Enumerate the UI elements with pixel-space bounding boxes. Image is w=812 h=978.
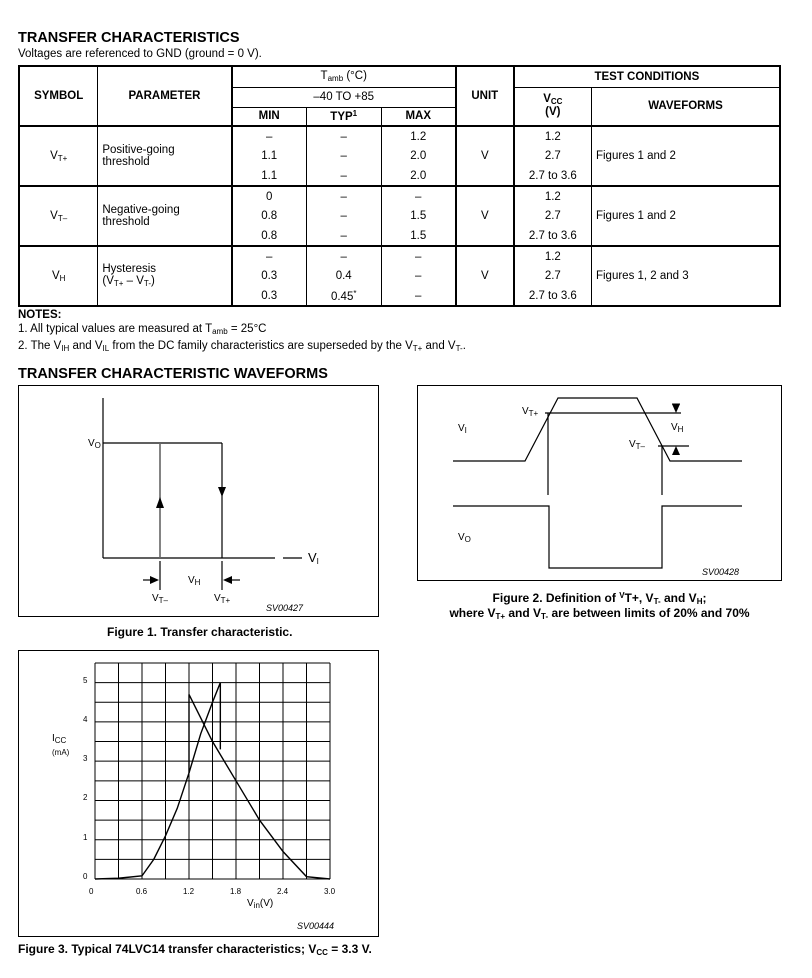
- typ-cell: –: [306, 166, 381, 186]
- max-cell: 1.5: [381, 206, 456, 226]
- header-min: MIN: [232, 107, 307, 126]
- max-cell: –: [381, 286, 456, 306]
- min-cell: –: [232, 246, 307, 266]
- symbol-sub: H: [59, 273, 66, 283]
- parameter-line: Negative-going: [102, 204, 180, 216]
- vcc-cell: 2.7: [514, 146, 592, 166]
- note-text: and V: [422, 340, 456, 352]
- header-symbol: SYMBOL: [19, 66, 98, 126]
- vcc-cell: 2.7 to 3.6: [514, 226, 592, 246]
- vcc-cell: 2.7 to 3.6: [514, 166, 592, 186]
- unit-cell: V: [456, 246, 514, 306]
- typ-cell: –: [306, 206, 381, 226]
- note-text: and V: [69, 340, 103, 352]
- vcc-cell: 2.7: [514, 206, 592, 226]
- note-sub: amb: [212, 327, 228, 336]
- figure-2-caption-line2: where $V_{T+}$ and $V_{T-}$ are between limits of 20% and 70%: [449, 606, 750, 621]
- parameter-sub: T+: [113, 278, 124, 288]
- y-tick-label: 2: [83, 793, 88, 803]
- min-cell: 0.8: [232, 206, 307, 226]
- typ-cell: –: [306, 246, 381, 266]
- parameter-sub: T-: [143, 278, 151, 288]
- max-cell: –: [381, 246, 456, 266]
- parameter-part: – V: [123, 274, 144, 287]
- tamb-sub: amb: [327, 74, 344, 84]
- note-text: from the DC family characteristics are superseded by the V: [109, 340, 413, 352]
- vcc-sub: CC: [550, 97, 563, 107]
- fig2-vtm-label: $V_{T-}$: [629, 439, 646, 451]
- typ-value: 0.45: [330, 290, 354, 303]
- typ-label: TYP: [330, 111, 353, 124]
- max-cell: 2.0: [381, 146, 456, 166]
- max-cell: –: [381, 186, 456, 206]
- min-cell: 0.8: [232, 226, 307, 246]
- chart-ylabel: $I_{CC}$ (mA): [52, 733, 70, 757]
- symbol: V: [50, 149, 58, 162]
- fig1-vtp-label: $V_{T+}$: [214, 593, 231, 605]
- fig1-vh-label: $V_H$: [188, 575, 201, 587]
- y-tick-label: 3: [83, 754, 88, 764]
- max-cell: –: [381, 266, 456, 286]
- section-title-transfer-characteristics: TRANSFER CHARACTERISTICS: [18, 30, 240, 46]
- fig2-code: SV00428: [702, 567, 740, 577]
- figure-3-caption: Figure 3. Typical 74LVC14 transfer characteristics; $V_{CC} = 3.3$ V.: [18, 942, 372, 957]
- fig2-vh-label: $V_H$: [671, 422, 684, 434]
- vcc-unit: (V): [545, 106, 561, 119]
- waveforms-cell: Figures 1 and 2: [591, 186, 780, 246]
- parameter-line: Hysteresis: [102, 262, 157, 275]
- typ-footnote: *: [353, 288, 357, 298]
- x-tick-label: 2.4: [277, 887, 289, 896]
- typ-footnote: 1: [352, 109, 358, 119]
- min-cell: 0: [232, 186, 307, 206]
- typ-cell: –: [306, 226, 381, 246]
- header-range: –40 TO +85: [232, 87, 456, 107]
- fig1-vi-label: $V_I$: [308, 550, 319, 566]
- y-tick-label: 1: [83, 832, 88, 842]
- fig1-vtm-label: $V_{T-}$: [152, 593, 169, 605]
- max-cell: 1.5: [381, 226, 456, 246]
- min-cell: 1.1: [232, 166, 307, 186]
- note-text: .: [462, 340, 466, 352]
- note-sub: T-: [455, 344, 463, 353]
- fig3-code: SV00444: [297, 921, 335, 931]
- min-cell: –: [232, 126, 307, 146]
- chart-xlabel: $V_{in}(V)$: [247, 898, 274, 910]
- header-waveforms: WAVEFORMS: [591, 87, 780, 126]
- header-unit: UNIT: [456, 66, 514, 126]
- fig2-vo-label: $V_O$: [458, 532, 471, 544]
- figure-2-caption-line1: Figure 2. Definition of $^V$T+, $V_{T-}$ and $V_H$;: [492, 591, 707, 606]
- symbol: V: [51, 269, 60, 282]
- x-tick-label: 1.8: [230, 887, 242, 896]
- min-cell: 1.1: [232, 146, 307, 166]
- waveforms-cell: Figures 1, 2 and 3: [591, 246, 780, 306]
- max-cell: 2.0: [381, 166, 456, 186]
- vcc-cell: 2.7 to 3.6: [514, 286, 592, 306]
- vcc-cell: 1.2: [514, 186, 592, 206]
- note-sub: IL: [102, 344, 110, 353]
- waveforms-cell: Figures 1 and 2: [591, 126, 780, 186]
- parameter-part: ): [151, 274, 155, 287]
- typ-cell: –: [306, 146, 381, 166]
- symbol-sub: T–: [57, 213, 68, 223]
- y-tick-label: 5: [83, 675, 88, 685]
- note-text: 1. All typical values are measured at T: [18, 323, 213, 335]
- note-sub: T+: [412, 344, 423, 353]
- x-tick-label: 1.2: [183, 887, 195, 896]
- typ-cell: 0.4: [306, 266, 381, 286]
- tamb-label: T: [320, 70, 328, 83]
- header-test-conditions: TEST CONDITIONS: [514, 66, 780, 87]
- typ-cell: –: [306, 186, 381, 206]
- note-sub: IH: [61, 344, 70, 353]
- fig1-vo-label: $V_O$: [88, 438, 101, 450]
- min-cell: 0.3: [232, 266, 307, 286]
- x-tick-label: 3.0: [324, 887, 336, 896]
- header-parameter: PARAMETER: [98, 66, 232, 126]
- notes-title: NOTES:: [18, 309, 62, 321]
- figure-1-caption: Figure 1. Transfer characteristic.: [107, 625, 293, 639]
- fig1-code: SV00427: [266, 603, 304, 613]
- vcc-cell: 1.2: [514, 246, 592, 266]
- parameter-line: Positive-going: [102, 144, 175, 156]
- section-title-waveforms: TRANSFER CHARACTERISTIC WAVEFORMS: [18, 366, 328, 382]
- x-tick-label: 0: [89, 887, 94, 896]
- section-subtitle: Voltages are referenced to GND (ground = 0 V).: [18, 48, 262, 60]
- fig2-vtp-label: $V_{T+}$: [522, 406, 539, 418]
- unit-cell: V: [456, 126, 514, 186]
- unit-cell: V: [456, 186, 514, 246]
- y-tick-label: 4: [83, 714, 88, 724]
- header-max: MAX: [381, 107, 456, 126]
- vcc-cell: 2.7: [514, 266, 592, 286]
- note-text: 2. The V: [18, 340, 62, 352]
- note-text: = 25°C: [227, 323, 267, 335]
- symbol: V: [50, 209, 58, 222]
- min-cell: 0.3: [232, 286, 307, 306]
- parameter-part: (V: [102, 274, 114, 287]
- parameter-line: threshold: [102, 216, 150, 228]
- typ-cell: –: [306, 126, 381, 146]
- x-tick-label: 0.6: [136, 887, 148, 896]
- vcc-label: V: [543, 93, 551, 106]
- max-cell: 1.2: [381, 126, 456, 146]
- y-tick-label: 0: [83, 872, 88, 881]
- vcc-cell: 1.2: [514, 126, 592, 146]
- tamb-unit: (°C): [343, 70, 367, 83]
- parameter-line: threshold: [102, 156, 150, 168]
- symbol-sub: T+: [57, 153, 68, 163]
- fig2-vi-label: $V_I$: [458, 423, 467, 435]
